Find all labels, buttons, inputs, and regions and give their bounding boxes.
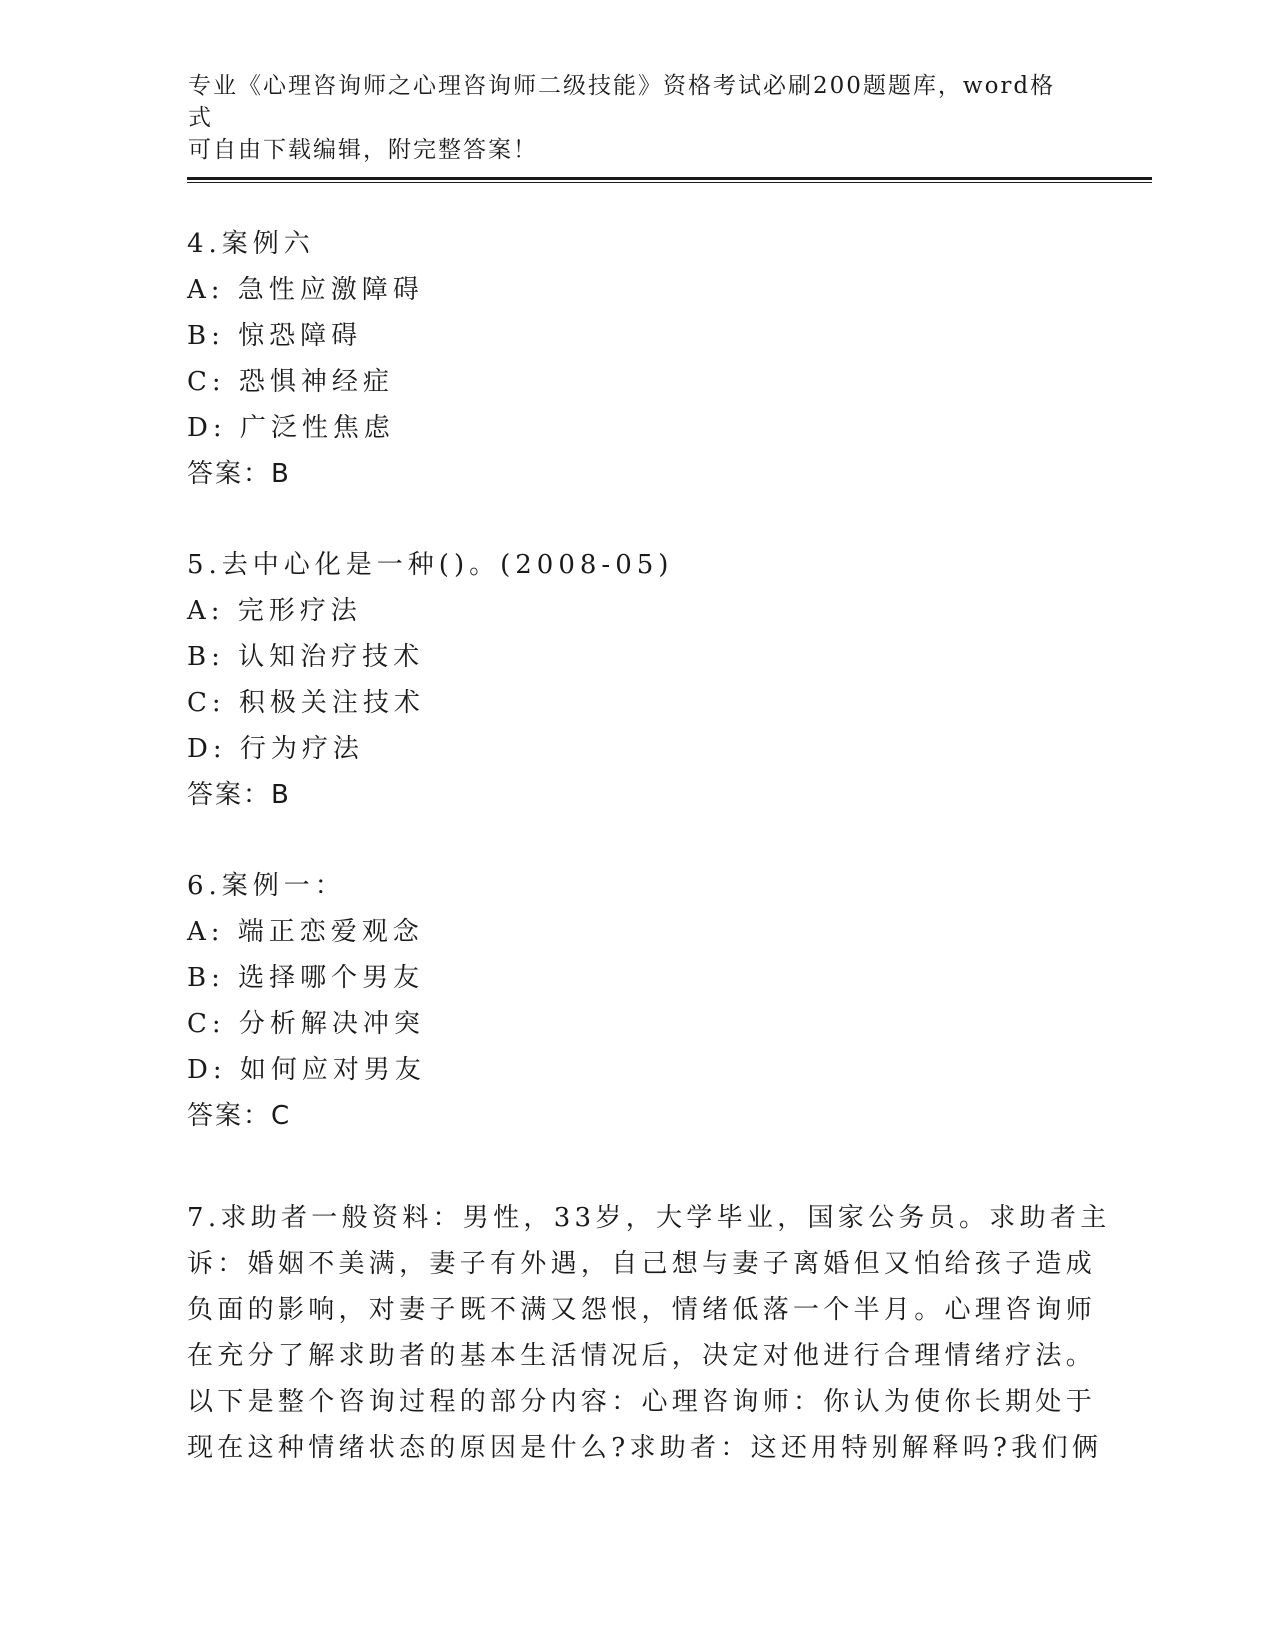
header-divider-thin — [187, 182, 1152, 183]
option-d: D: 行为疗法 — [187, 734, 364, 764]
option-c: C: 分析解决冲突 — [187, 1009, 425, 1039]
question-7 — [187, 1195, 1111, 1471]
question-4 — [187, 221, 1067, 497]
question-7-line-6: 现在这种情绪状态的原因是什么?求助者：这还用特别解释吗?我们俩 — [187, 1433, 1103, 1463]
answer-line: 答案：B — [187, 459, 291, 489]
option-a: A: 急性应激障碍 — [187, 275, 424, 305]
question-stem: 6.案例一： — [187, 871, 346, 901]
option-a: A: 端正恋爱观念 — [187, 917, 424, 947]
question-7-line-5: 以下是整个咨询过程的部分内容：心理咨询师：你认为使你长期处于 — [187, 1387, 1097, 1417]
header-line-1: 专业《心理咨询师之心理咨询师二级技能》资格考试必刷200题题库，word格式 — [188, 73, 1056, 131]
option-b: B: 认知治疗技术 — [187, 642, 425, 672]
option-d: D: 如何应对男友 — [187, 1055, 426, 1085]
answer-line: 答案：B — [187, 780, 291, 810]
question-6 — [187, 863, 1067, 1139]
question-stem: 4.案例六 — [187, 229, 315, 259]
option-a: A: 完形疗法 — [187, 596, 362, 626]
question-7-line-2: 诉：婚姻不美满，妻子有外遇，自己想与妻子离婚但又怕给孩子造成 — [187, 1249, 1097, 1279]
question-7-line-4: 在充分了解求助者的基本生活情况后，决定对他进行合理情绪疗法。 — [187, 1341, 1097, 1371]
option-c: C: 积极关注技术 — [187, 688, 425, 718]
answer-line: 答案：C — [187, 1101, 292, 1131]
question-7-line-3: 负面的影响，对妻子既不满又怨恨，情绪低落一个半月。心理咨询师 — [187, 1295, 1097, 1325]
question-5 — [187, 542, 1067, 818]
header-divider-thick — [187, 177, 1152, 180]
option-b: B: 惊恐障碍 — [187, 321, 363, 351]
question-7-line-1: 7.求助者一般资料：男性，33岁，大学毕业，国家公务员。求助者主 — [187, 1203, 1111, 1233]
question-stem: 5.去中心化是一种()。(2008-05) — [187, 550, 674, 580]
option-c: C: 恐惧神经症 — [187, 367, 394, 397]
document-header — [188, 70, 1068, 166]
header-line-2: 可自由下载编辑，附完整答案！ — [188, 137, 538, 163]
option-b: B: 选择哪个男友 — [187, 963, 425, 993]
option-d: D: 广泛性焦虑 — [187, 413, 395, 443]
